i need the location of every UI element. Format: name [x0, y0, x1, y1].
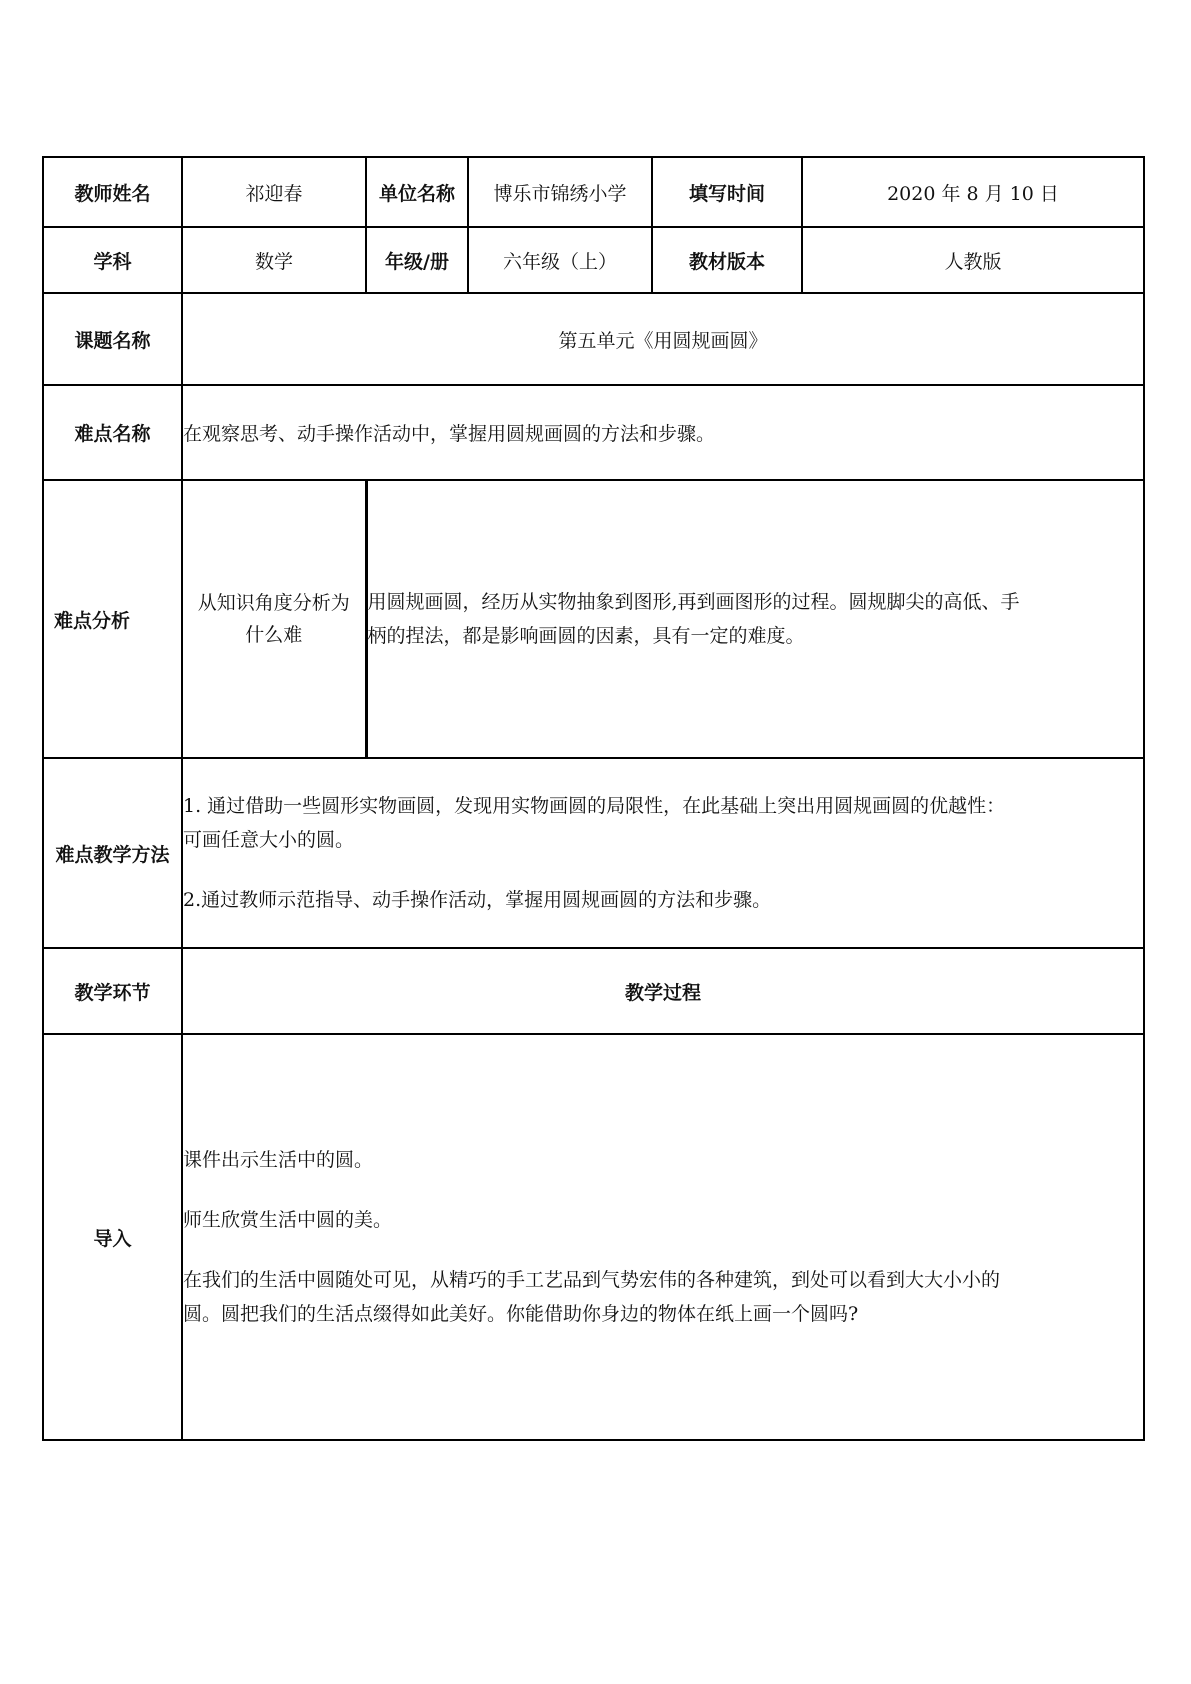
intro-label: 导入 [43, 1034, 182, 1440]
subject-label: 学科 [43, 227, 182, 293]
process-header-row [43, 948, 1144, 1034]
topic-row [43, 293, 1144, 385]
analysis-content [366, 480, 1144, 758]
analysis-line-2: 柄的捏法，都是影响画圆的因素，具有一定的难度。 [367, 625, 805, 647]
intro-paragraph-3-line-1: 在我们的生活中圆随处可见，从精巧的手工艺品到气势宏伟的各种建筑，到处可以看到大大小小的 [183, 1269, 1001, 1291]
intro-paragraph-2: 师生欣赏生活中圆的美。 [183, 1209, 393, 1231]
stage-label: 教学环节 [43, 948, 182, 1034]
lesson-plan-table [42, 156, 1145, 1441]
edition-value: 人教版 [802, 227, 1144, 293]
teacher-name-label: 教师姓名 [43, 157, 182, 227]
header-row-1 [43, 157, 1144, 227]
method-item-2: 2.通过教师示范指导、动手操作活动，掌握用圆规画圆的方法和步骤。 [183, 889, 772, 911]
analysis-sub-label-cell [182, 480, 366, 758]
subject-value: 数学 [182, 227, 366, 293]
topic-label: 课题名称 [43, 293, 182, 385]
fill-date-value: 2020 年 8 月 10 日 [802, 157, 1144, 227]
difficulty-label: 难点名称 [43, 385, 182, 480]
analysis-sub-label-line-1: 从知识角度分析为 [197, 592, 350, 614]
unit-name-value: 博乐市锦绣小学 [468, 157, 652, 227]
teacher-name-value: 祁迎春 [182, 157, 366, 227]
difficulty-value: 在观察思考、动手操作活动中，掌握用圆规画圆的方法和步骤。 [182, 385, 1144, 480]
method-content [182, 758, 1144, 948]
method-item-1-line-2: 可画任意大小的圆。 [183, 829, 355, 851]
process-label: 教学过程 [182, 948, 1144, 1034]
intro-paragraph-1: 课件出示生活中的圆。 [183, 1149, 374, 1171]
edition-label: 教材版本 [652, 227, 802, 293]
topic-value: 第五单元《用圆规画圆》 [182, 293, 1144, 385]
analysis-sub-label-line-2: 什么难 [245, 624, 303, 646]
difficulty-row [43, 385, 1144, 480]
method-item-1-line-1: 1. 通过借助一些圆形实物画圆，发现用实物画圆的局限性，在此基础上突出用圆规画圆的优越性： [183, 795, 1006, 817]
header-row-2 [43, 227, 1144, 293]
intro-content [182, 1034, 1144, 1440]
method-row [43, 758, 1144, 948]
analysis-row [43, 480, 1144, 758]
method-label: 难点教学方法 [43, 758, 182, 948]
grade-value: 六年级（上） [468, 227, 652, 293]
fill-date-label: 填写时间 [652, 157, 802, 227]
intro-row [43, 1034, 1144, 1440]
analysis-label: 难点分析 [43, 480, 182, 758]
intro-paragraph-3-line-2: 圆。圆把我们的生活点缀得如此美好。你能借助你身边的物体在纸上画一个圆吗? [183, 1303, 859, 1325]
grade-label: 年级/册 [366, 227, 468, 293]
lesson-plan-document [42, 156, 1143, 1441]
unit-name-label: 单位名称 [366, 157, 468, 227]
analysis-line-1: 用圆规画圆，经历从实物抽象到图形,再到画图形的过程。圆规脚尖的高低、手 [367, 591, 1020, 613]
